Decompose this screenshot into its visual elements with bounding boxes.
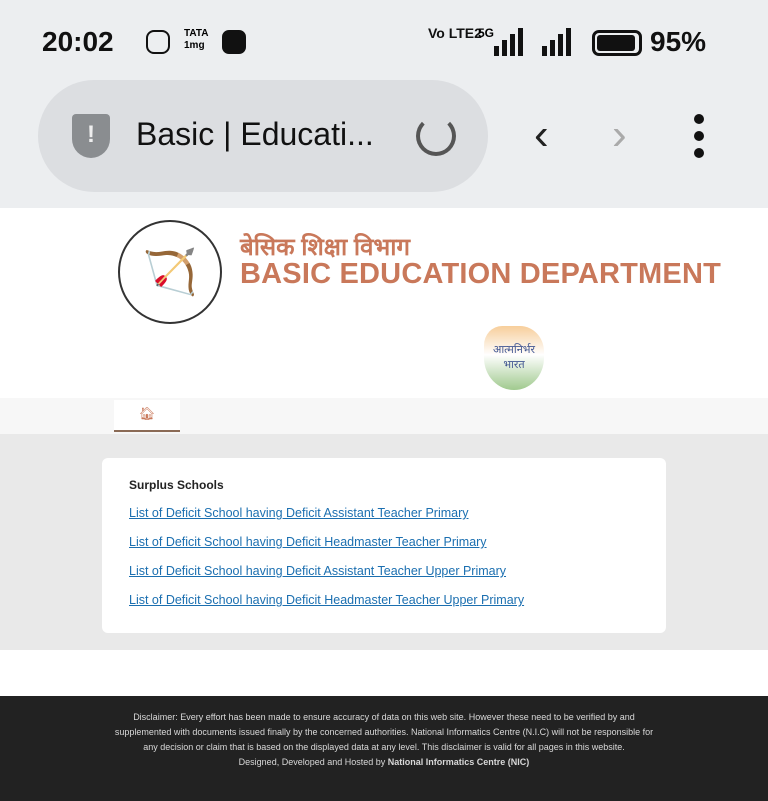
- disclaimer-text: Disclaimer: Every effort has been made to ensure accuracy of data on this web site. However these need to be verified by and supplemented with documents issued finally by the concerned authorities. National Informatics Centre (N.I.C) will not be responsible for any decision or claim that is based on the displayed data at any level. This disclaimer is valid for all pages in this website.: [114, 712, 654, 752]
- network-indicator: Vo LTE2: [428, 25, 482, 41]
- home-icon: 🏠︎: [138, 406, 156, 421]
- instagram-icon: [146, 30, 170, 54]
- signal-icon-2: [542, 28, 571, 56]
- menu-button[interactable]: [694, 114, 706, 165]
- section-heading: Surplus Schools: [129, 478, 224, 492]
- main-content: [0, 434, 768, 650]
- credit-line: [110, 755, 658, 770]
- link-deficit-headmaster-primary[interactable]: List of Deficit School having Deficit Headmaster Teacher Primary: [129, 535, 487, 549]
- surplus-schools-card: [102, 458, 666, 633]
- network-5g-label: 5G: [478, 26, 495, 40]
- reload-icon[interactable]: [416, 116, 456, 156]
- browser-toolbar: [0, 80, 768, 208]
- back-button[interactable]: ‹: [534, 110, 549, 159]
- site-header: [0, 208, 768, 398]
- shield-warning-icon[interactable]: !: [72, 114, 110, 158]
- home-tab[interactable]: [114, 400, 180, 432]
- forward-button[interactable]: ›: [612, 110, 627, 159]
- link-deficit-assistant-primary[interactable]: List of Deficit School having Deficit Assistant Teacher Primary: [129, 506, 469, 520]
- tata-1mg-icon: TATA 1mg: [184, 28, 209, 51]
- nic-credit: National Informatics Centre (NIC): [387, 757, 530, 767]
- credit-prefix: Designed, Developed and Hosted by: [238, 757, 388, 767]
- atmanirbhar-bharat-logo: आत्मनिर्भर भारत: [484, 326, 544, 390]
- nav-bar: [0, 398, 768, 434]
- up-government-emblem: 🏹: [118, 220, 222, 324]
- address-bar[interactable]: [38, 80, 488, 192]
- tab-title[interactable]: Basic | Educati...: [136, 116, 374, 152]
- link-deficit-headmaster-upper-primary[interactable]: List of Deficit School having Deficit Headmaster Teacher Upper Primary: [129, 593, 525, 607]
- youtube-icon: [222, 30, 246, 54]
- battery-icon: [592, 30, 642, 56]
- status-bar: [0, 0, 768, 80]
- clock: 20:02: [42, 26, 114, 57]
- site-title: BASIC EDUCATION DEPARTMENT: [240, 258, 722, 290]
- footer: [0, 696, 768, 801]
- battery-percent: 95%: [650, 26, 707, 57]
- signal-icon: [494, 28, 523, 56]
- link-deficit-assistant-upper-primary[interactable]: List of Deficit School having Deficit Assistant Teacher Upper Primary: [129, 564, 507, 578]
- hindi-title: बेसिक शिक्षा विभाग: [240, 234, 411, 261]
